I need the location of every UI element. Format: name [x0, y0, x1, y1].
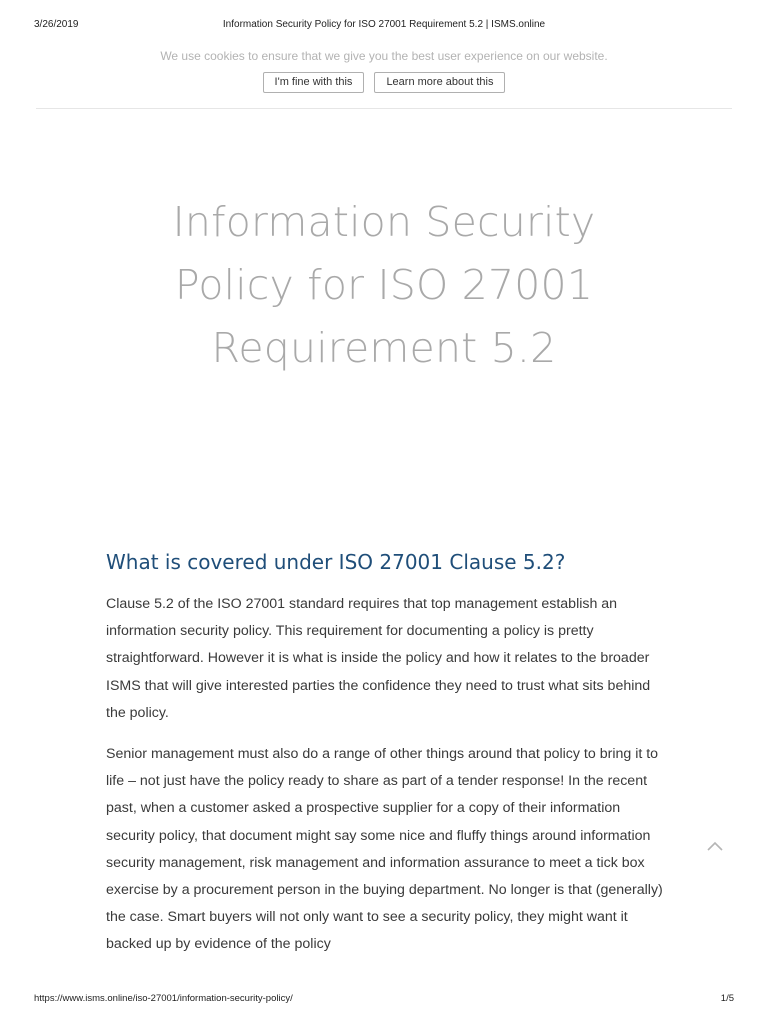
body-paragraph: Senior management must also do a range of other things around that policy to bring it to life – not just have the policy ready to share as part of a tender response! In the recent past, when a customer asked a prospective supplier for a copy of their information security policy, that document might say some nice and fluffy things around information security management, risk management and information assurance to meet a tick box exercise by a procurement person in the buying department. No longer is that (generally) the case. Smart buyers will not only want to see a security policy, they might want it backed up by evidence of the policy: [106, 746, 663, 953]
learn-more-cookies-button[interactable]: Learn more about this: [374, 72, 505, 93]
accept-cookies-button[interactable]: I'm fine with this: [263, 72, 365, 93]
cookie-banner-actions: [0, 72, 768, 93]
print-footer-page-number: 1/5: [720, 993, 734, 1004]
print-header-date: 3/26/2019: [34, 19, 79, 30]
print-header-title: Information Security Policy for ISO 27001 Requirement 5.2 | ISMS.online: [222, 19, 546, 30]
page-title: Information Security Policy for ISO 27001 Requirement 5.2: [172, 198, 596, 372]
print-footer-url: https://www.isms.online/iso-27001/information-security-policy/: [34, 993, 293, 1004]
scroll-to-top-button[interactable]: [706, 838, 724, 856]
chevron-up-icon: [706, 838, 724, 856]
cookie-banner-message: We use cookies to ensure that we give you the best user experience on our website.: [160, 49, 608, 63]
body-paragraph: Clause 5.2 of the ISO 27001 standard requires that top management establish an information security policy. This requirement for documenting a policy is pretty straightforward. However it is what is inside the policy and how it relates to the broader ISMS that will give interested parties the confidence they need to trust what sits behind the policy.: [106, 596, 651, 721]
section-heading: What is covered under ISO 27001 Clause 5.2?: [106, 550, 566, 574]
header-divider: [36, 108, 732, 109]
